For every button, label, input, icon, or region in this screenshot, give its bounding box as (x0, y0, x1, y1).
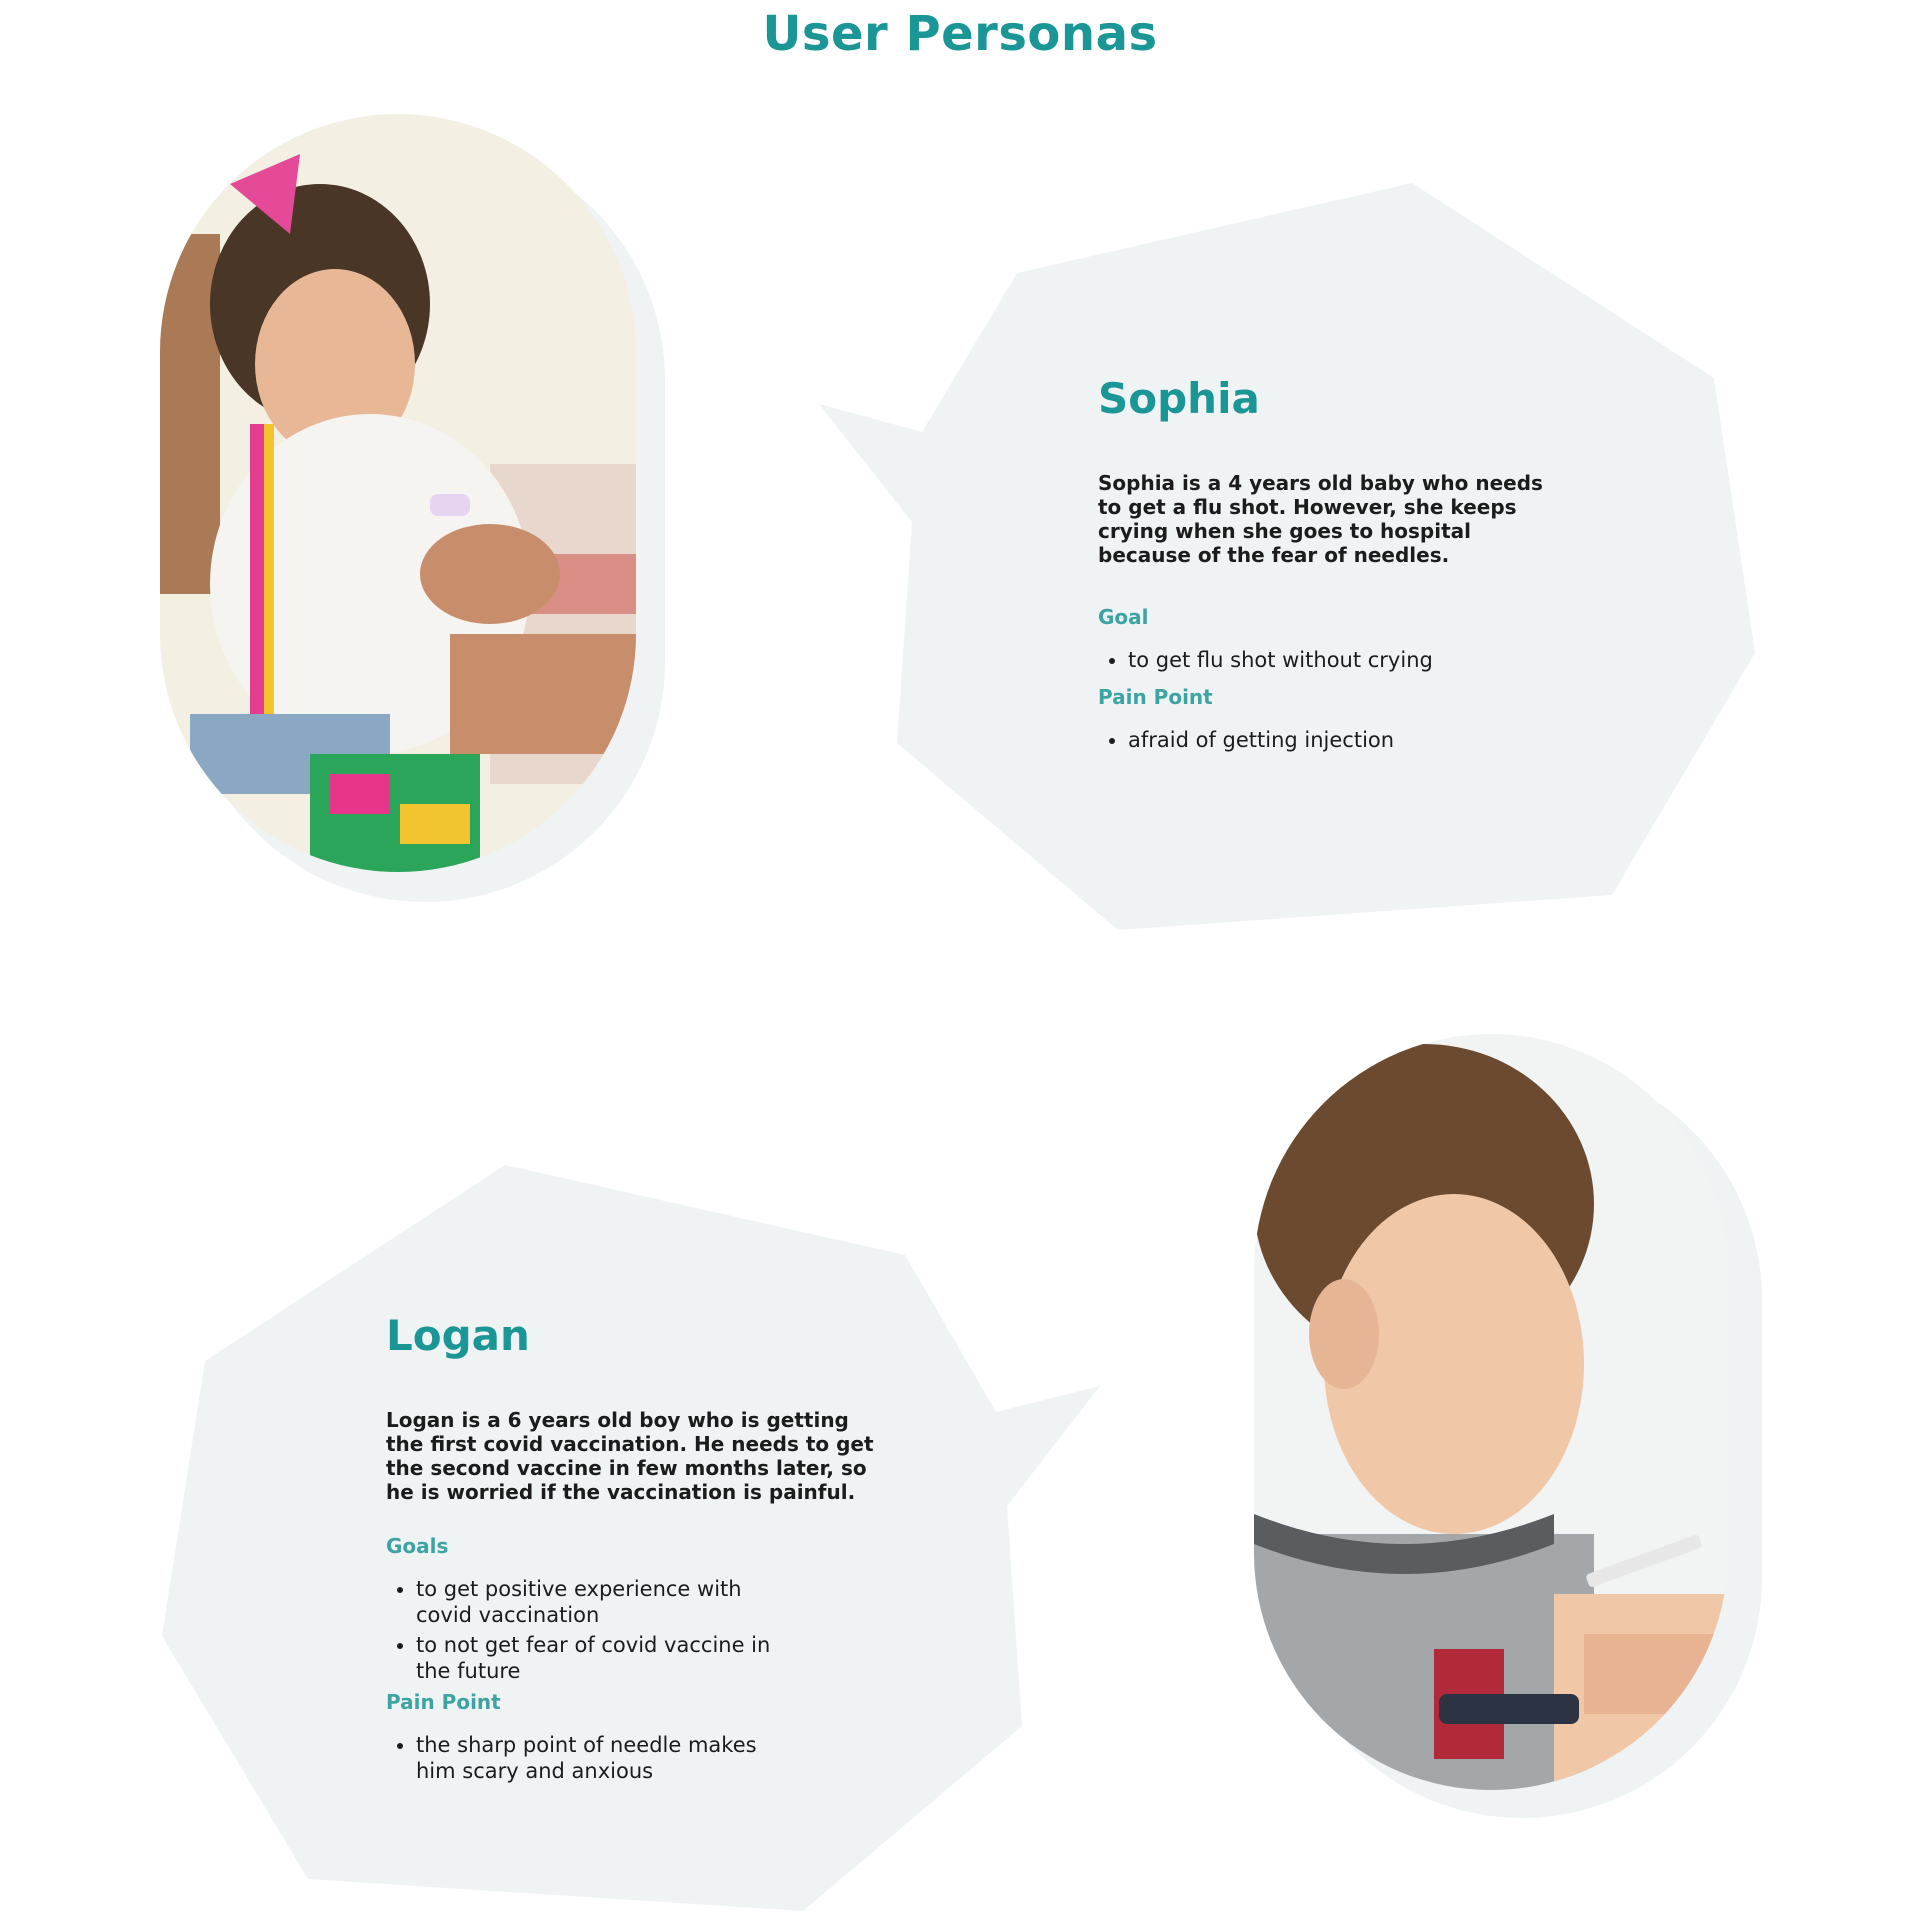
pain-point-list (386, 1732, 776, 1784)
persona-description: Logan is a 6 years old boy who is getting the first covid vaccination. He needs to get the second vaccine in few months later, so he is worried if the vaccination is painful. (386, 1408, 874, 1504)
list-item: • afraid of getting injection (1128, 727, 1568, 753)
persona-description: Sophia is a 4 years old baby who needs to get a flu shot. However, she keeps crying when she goes to hospital because of the fear of needles. (1098, 471, 1543, 567)
boy-vaccination-illustration (1254, 1034, 1728, 1790)
list-item: • the sharp point of needle makes him scary and anxious (416, 1732, 776, 1784)
goal-label: Goals (386, 1534, 449, 1558)
goal-list (1098, 647, 1568, 673)
list-item: • to get flu shot without crying (1128, 647, 1568, 673)
pain-point-label: Pain Point (1098, 685, 1213, 709)
goal-label: Goal (1098, 605, 1149, 629)
child-bandage-illustration (160, 114, 636, 872)
list-item: • to get positive experience with covid vaccination (416, 1576, 776, 1628)
logan-persona-card (386, 1311, 876, 1788)
sophia-photo (160, 114, 636, 872)
goal-list (386, 1576, 776, 1684)
sophia-persona-card (1098, 374, 1568, 757)
persona-name: Logan (386, 1311, 530, 1360)
list-item: • to not get fear of covid vaccine in the future (416, 1632, 776, 1684)
persona-name: Sophia (1098, 374, 1260, 423)
page-title: User Personas (762, 6, 1158, 62)
pain-point-list (1098, 727, 1568, 753)
pain-point-label: Pain Point (386, 1690, 501, 1714)
logan-photo (1254, 1034, 1728, 1790)
